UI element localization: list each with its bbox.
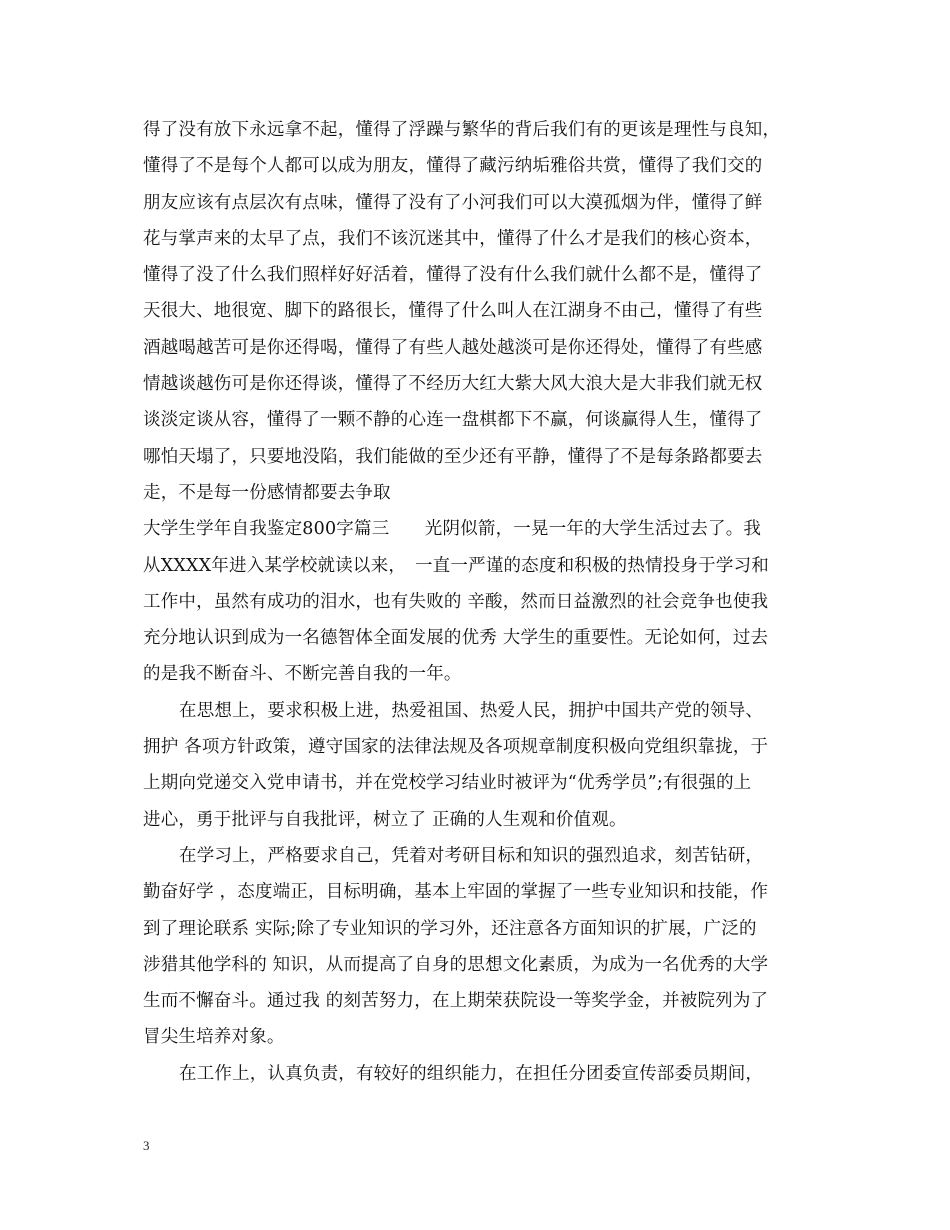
text-line: 走，不是每一份感情都要去争取 <box>143 482 391 503</box>
text-line: 酒越喝越苦可是你还得喝，懂得了有些人越处越淡可是你还得处，懂得了有些感 <box>143 337 763 358</box>
text-line: 到了理论联系 实际;除了专业知识的学习外，还注意各方面知识的扩展，广泛的 <box>143 918 757 939</box>
text-line: 得了没有放下永远拿不起，懂得了浮躁与繁华的背后我们有的更该是理性与良知， <box>143 120 781 140</box>
text-line: 工作中，虽然有成功的泪水，也有失败的 辛酸，然而日益激烈的社会竞争也使我 <box>143 591 769 612</box>
text-line: 懂得了没了什么我们照样好好活着，懂得了没有什么我们就什么都不是，懂得了 <box>143 265 763 286</box>
text-line: 进心，勇于批评与自我批评，树立了 正确的人生观和价值观。 <box>143 809 627 830</box>
text-line: 懂得了不是每个人都可以成为朋友，懂得了藏污纳垢雅俗共赏，懂得了我们交的 <box>143 156 763 177</box>
text-line: 花与掌声来的太早了点，我们不该沉迷其中，懂得了什么才是我们的核心资本， <box>143 228 763 249</box>
text-line: 谈淡定谈从容，懂得了一颗不静的心连一盘棋都下不赢，何谈赢得人生，懂得了 <box>143 410 763 431</box>
text-line: 冒尖生培养对象。 <box>143 1027 285 1048</box>
page-number: 3 <box>143 1138 150 1153</box>
text-line: 大学生学年自我鉴定800字篇三 光阴似箭，一晃一年的大学生活过去了。我 <box>143 519 762 540</box>
text-line: 朋友应该有点层次有点味，懂得了没有了小河我们可以大漠孤烟为伴，懂得了鲜 <box>143 192 763 213</box>
text-line: 上期向党递交入党申请书，并在党校学习结业时被评为“优秀学员”;有很强的上 <box>143 773 752 794</box>
body-text <box>143 112 823 1092</box>
text-line: 在工作上，认真负责，有较好的组织能力，在担任分团委宣传部委员期间， <box>179 1063 764 1084</box>
text-line: 涉猎其他学科的 知识，从而提高了自身的思想文化素质，为成为一名优秀的大学 <box>143 954 769 975</box>
text-line: 勤奋好学 ，态度端正，目标明确，基本上牢固的掌握了一些专业知识和技能，作 <box>143 882 769 903</box>
text-line: 天很大、地很宽、脚下的路很长，懂得了什么叫人在江湖身不由己，懂得了有些 <box>143 301 763 322</box>
text-line: 拥护 各项方针政策，遵守国家的法律法规及各项规章制度积极向党组织靠拢，于 <box>143 737 769 758</box>
text-line: 在思想上，要求积极上进，热爱祖国、热爱人民，拥护中国共产党的领导、 <box>179 700 764 721</box>
text-line: 从XXXX年进入某学校就读以来， 一直一严谨的态度和积极的热情投身于学习和 <box>143 555 769 576</box>
text-line: 哪怕天塌了，只要地没陷，我们能做的至少还有平静，懂得了不是每条路都要去 <box>143 446 763 467</box>
text-line: 在学习上，严格要求自己，凭着对考研目标和知识的强烈追求，刻苦钻研， <box>179 845 764 866</box>
text-line: 充分地认识到成为一名德智体全面发展的优秀 大学生的重要性。无论如何，过去 <box>143 628 769 649</box>
text-line: 的是我不断奋斗、不断完善自我的一年。 <box>143 664 462 685</box>
text-line: 生而不懈奋斗。通过我 的刻苦努力，在上期荣获院设一等奖学金，并被院列为了 <box>143 991 769 1012</box>
text-line: 情越谈越伤可是你还得谈，懂得了不经历大红大紫大风大浪大是大非我们就无权 <box>143 374 763 395</box>
